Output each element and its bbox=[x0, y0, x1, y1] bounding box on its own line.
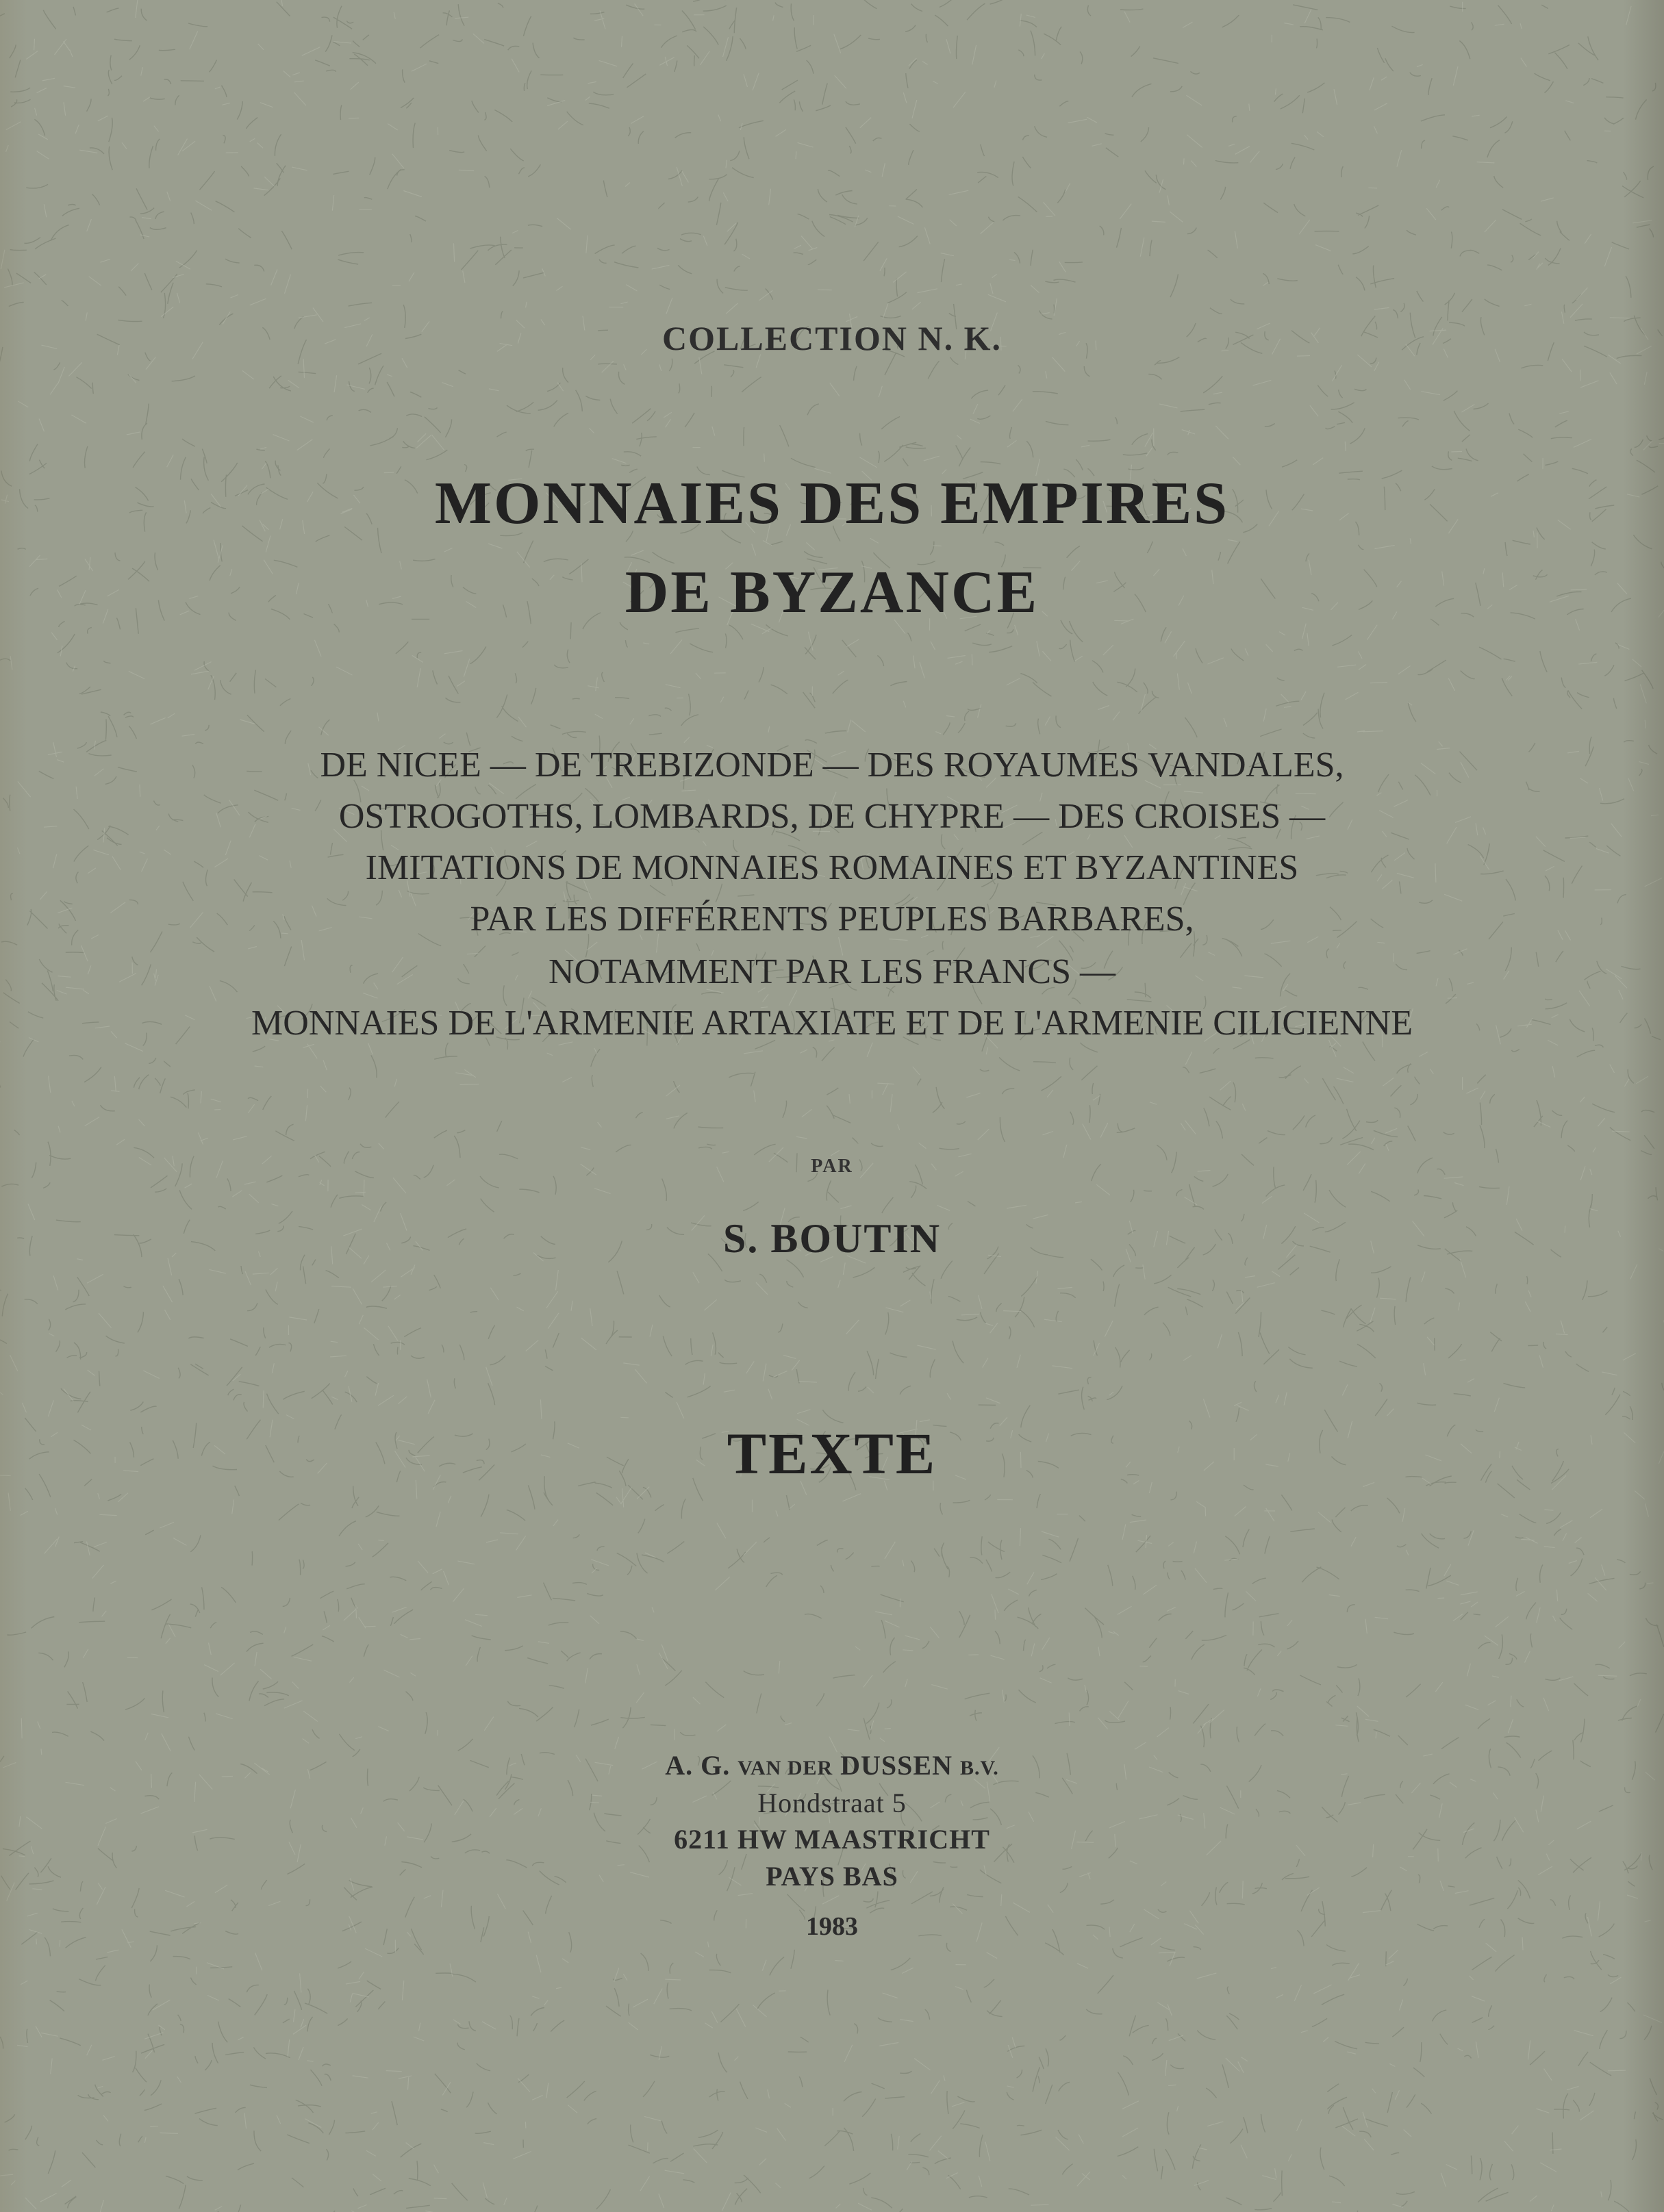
publisher-name bbox=[0, 1749, 1664, 1781]
publisher-surname: DUSSEN bbox=[840, 1750, 953, 1781]
subtitle-line-2: OSTROGOTHS, LOMBARDS, DE CHYPRE — DES CROISES — bbox=[338, 797, 1326, 836]
publisher-van-der: VAN DER bbox=[738, 1757, 833, 1779]
title-line-2: DE BYZANCE bbox=[625, 559, 1039, 626]
publication-year: 1983 bbox=[806, 1912, 858, 1941]
subtitle-line-4: PAR LES DIFFÉRENTS PEUPLES BARBARES, bbox=[470, 900, 1194, 939]
par-label: PAR bbox=[811, 1156, 853, 1177]
volume-label: TEXTE bbox=[727, 1421, 937, 1486]
subtitle-line-1: DE NICEE — DE TREBIZONDE — DES ROYAUMES VANDALES, bbox=[320, 746, 1344, 785]
publisher-initials: A. G. bbox=[665, 1750, 731, 1781]
publisher-street: Hondstraat 5 bbox=[757, 1788, 907, 1818]
publisher-country: PAYS BAS bbox=[766, 1861, 898, 1892]
author-name: S. BOUTIN bbox=[722, 1216, 942, 1261]
publisher-suffix: B.V. bbox=[960, 1757, 999, 1779]
publisher-city: 6211 HW MAASTRICHT bbox=[674, 1824, 990, 1855]
subtitle-line-3: IMITATIONS DE MONNAIES ROMAINES ET BYZANTINES bbox=[365, 848, 1299, 887]
title-line-1: MONNAIES DES EMPIRES bbox=[434, 470, 1230, 537]
subtitle-line-5: NOTAMMENT PAR LES FRANCS — bbox=[548, 952, 1115, 991]
collection-label: COLLECTION N. K. bbox=[662, 319, 1002, 357]
subtitle-line-6: MONNAIES DE L'ARMENIE ARTAXIATE ET DE L'ARMENIE CILICIENNE bbox=[251, 1004, 1413, 1043]
